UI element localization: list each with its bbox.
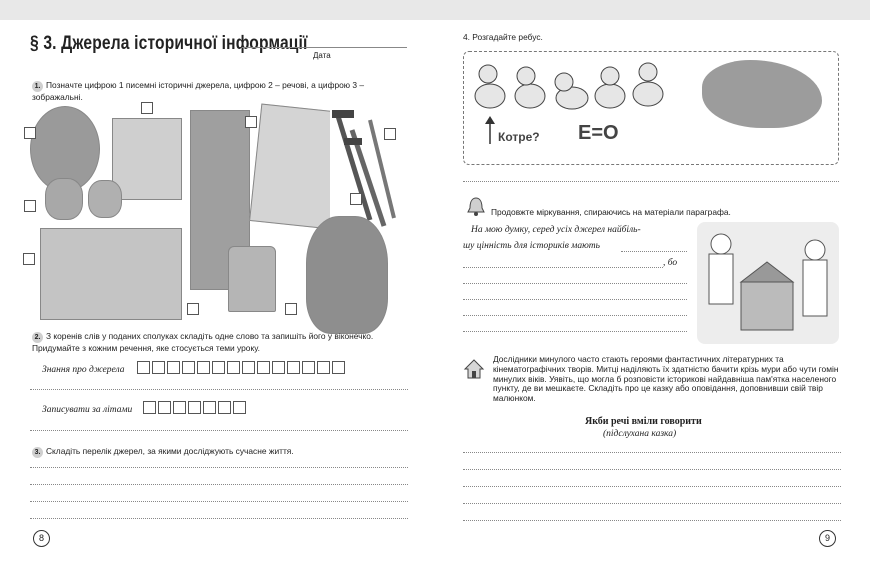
page-title: § 3. Джерела історичної інформації	[30, 33, 308, 54]
phrase1-label: Знання про джерела	[42, 365, 125, 375]
write-line[interactable]	[463, 267, 663, 268]
house-icon	[463, 358, 485, 380]
letter-cell[interactable]	[317, 361, 330, 374]
task1	[32, 80, 410, 102]
story-title: Якби речі вміли говорити	[585, 416, 702, 427]
date-label: Дата	[313, 51, 331, 60]
date-line	[242, 47, 407, 48]
letter-cell[interactable]	[167, 361, 180, 374]
write-line[interactable]	[30, 467, 408, 468]
write-line[interactable]	[30, 389, 408, 390]
right-page	[435, 20, 870, 571]
task5-prompt-line2: шу цінність для істориків мають	[463, 241, 600, 251]
write-line[interactable]	[463, 520, 841, 521]
write-line[interactable]	[621, 251, 687, 252]
rebus-equation: Е=О	[578, 122, 619, 144]
write-line[interactable]	[30, 518, 408, 519]
pendant-image	[45, 178, 83, 220]
vase-image	[306, 216, 388, 334]
answer-box-comb[interactable]	[187, 303, 199, 315]
task3-number: 3.	[32, 447, 43, 458]
task6-text: Дослідники минулого часто стають героями фантастичних літературних та кінематографічних творів. Митці наділяють їх здатністю бачити крізь мури або чути гомін минулих віків. Уявіть, що могла б розповісти історикові найдавніша пам'ятка населеного пункту, де ви мешкаєте. Складіть про це казку або оповідання, доповнивши свій твір малюнком.	[493, 354, 839, 404]
book-image	[40, 228, 182, 320]
waterfall-image	[702, 60, 822, 128]
task5-prompt-line1: На мою думку, серед усіх джерел найбіль-	[471, 225, 641, 235]
letter-cell[interactable]	[173, 401, 186, 414]
letter-cell[interactable]	[242, 361, 255, 374]
letter-cell[interactable]	[137, 361, 150, 374]
ornament-image	[88, 180, 122, 218]
letter-cell[interactable]	[212, 361, 225, 374]
task1-text: Позначте цифрою 1 писемні історичні джерела, цифрою 2 – речові, а цифрою 3 – зображальні.	[32, 80, 365, 102]
letter-cell[interactable]	[197, 361, 210, 374]
task2	[32, 331, 410, 353]
task3	[32, 446, 410, 458]
letter-cell[interactable]	[227, 361, 240, 374]
top-bar	[0, 0, 870, 20]
answer-box-portrait[interactable]	[24, 127, 36, 139]
ducklings-drawing	[470, 58, 670, 116]
answer-box-vase[interactable]	[285, 303, 297, 315]
task3-text: Складіть перелік джерел, за якими досліджують сучасне життя.	[46, 446, 294, 456]
letter-cell[interactable]	[302, 361, 315, 374]
letter-cell[interactable]	[272, 361, 285, 374]
children-drawing	[697, 222, 839, 344]
write-line[interactable]	[463, 469, 841, 470]
write-line[interactable]	[463, 452, 841, 453]
rebus-box	[463, 51, 839, 165]
phrase2-row	[42, 399, 248, 417]
write-line[interactable]	[30, 484, 408, 485]
letter-cell[interactable]	[158, 401, 171, 414]
answer-box-book[interactable]	[23, 253, 35, 265]
write-line[interactable]	[30, 501, 408, 502]
task4-label: 4. Розгадайте ребус.	[463, 32, 543, 42]
letter-cell[interactable]	[332, 361, 345, 374]
page-number-right: 9	[819, 530, 836, 547]
tools-drawing	[330, 108, 400, 230]
letter-cell[interactable]	[218, 401, 231, 414]
answer-box-manuscript[interactable]	[384, 128, 396, 140]
phrase2-label: Записувати за літами	[42, 405, 133, 415]
left-page	[0, 20, 435, 571]
answer-box-painting[interactable]	[141, 102, 153, 114]
comb-image	[228, 246, 276, 312]
write-line[interactable]	[463, 503, 841, 504]
story-subtitle: (підслухана казка)	[603, 429, 677, 439]
task5-text: Продовжте міркування, спираючись на матеріали параграфа.	[491, 207, 731, 217]
letter-cell[interactable]	[233, 401, 246, 414]
up-arrow-icon	[484, 116, 496, 146]
answer-box-costume[interactable]	[245, 116, 257, 128]
letter-cell[interactable]	[143, 401, 156, 414]
phrase1-row	[42, 359, 347, 377]
write-line[interactable]	[30, 430, 408, 431]
write-line[interactable]	[463, 181, 839, 182]
write-line[interactable]	[463, 299, 687, 300]
answer-box-tools[interactable]	[350, 193, 362, 205]
rebus-question: Котре?	[498, 130, 540, 144]
letter-cell[interactable]	[287, 361, 300, 374]
letter-cell[interactable]	[257, 361, 270, 374]
task1-number: 1.	[32, 81, 43, 92]
tools-image	[330, 108, 400, 230]
task5-because: , бо	[663, 258, 678, 268]
page-number-left: 8	[33, 530, 50, 547]
task2-number: 2.	[32, 332, 43, 343]
painting-image	[112, 118, 182, 200]
letter-cell[interactable]	[152, 361, 165, 374]
letter-cell[interactable]	[203, 401, 216, 414]
answer-box-pendant[interactable]	[24, 200, 36, 212]
write-line[interactable]	[463, 283, 687, 284]
task2-text: З коренів слів у поданих сполуках складіть одне слово та запишіть його у віконечко. Придумайте з кожним речення, яке стосується теми уроку.	[32, 331, 374, 353]
letter-cell[interactable]	[188, 401, 201, 414]
write-line[interactable]	[463, 486, 841, 487]
children-church-image	[697, 222, 839, 344]
bell-icon	[465, 196, 487, 218]
write-line[interactable]	[463, 331, 687, 332]
letter-cell[interactable]	[182, 361, 195, 374]
write-line[interactable]	[463, 315, 687, 316]
